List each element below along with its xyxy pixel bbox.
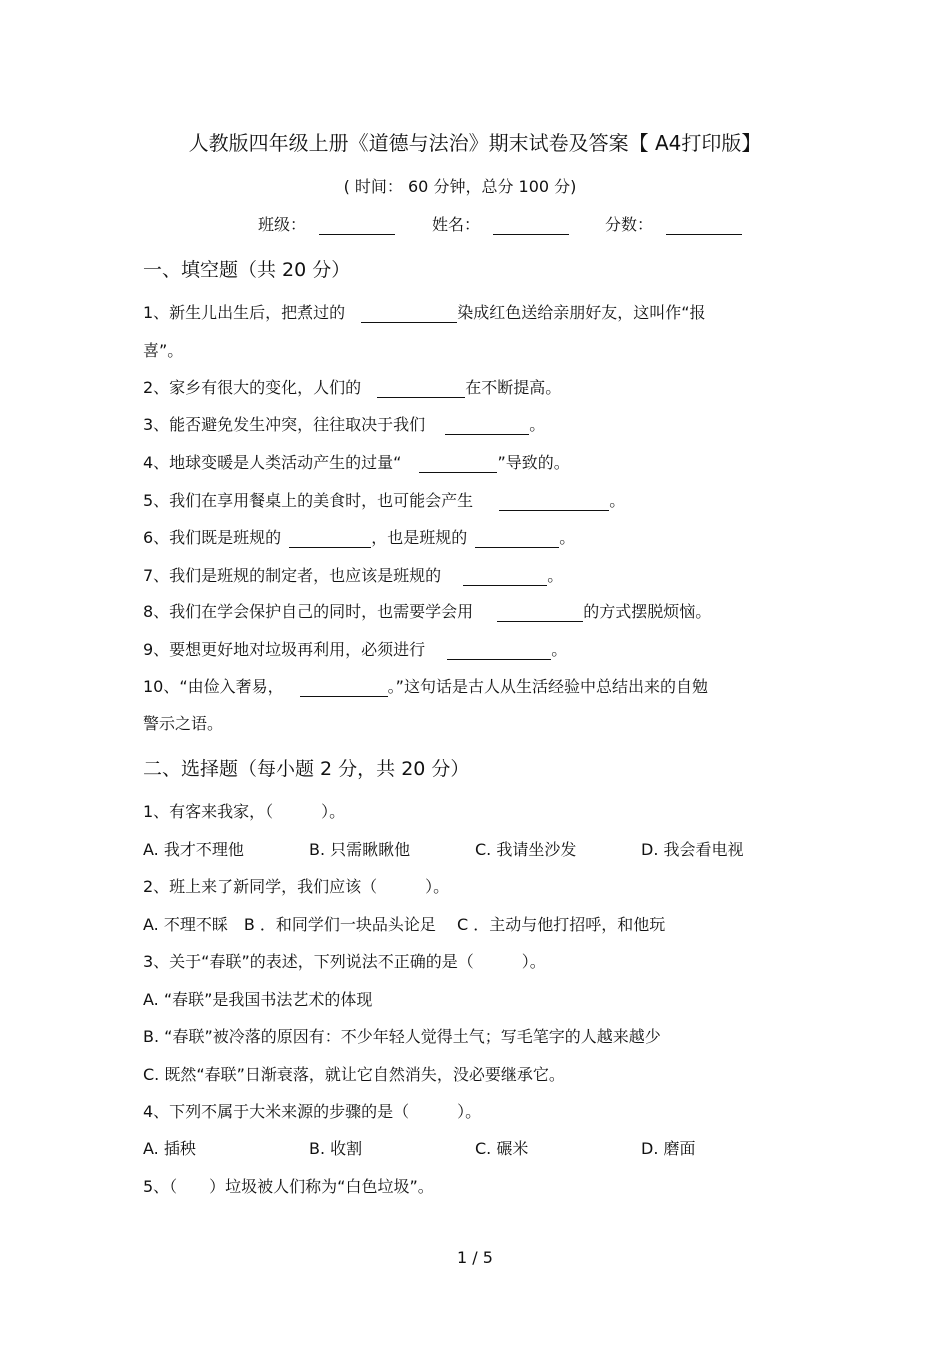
question-text: 7、我们是班规的制定者，也应该是班规的 [143, 566, 442, 585]
question-text: 。 [547, 566, 564, 585]
question-text: 在不断提高。 [465, 378, 562, 397]
option-d: D. 磨面 [641, 1139, 696, 1158]
score-field [605, 212, 742, 235]
question-text: 。 [551, 640, 568, 659]
answer-blank [463, 567, 547, 586]
fill-question-4 [143, 450, 570, 473]
question-text: 3、能否避免发生冲突，往往取决于我们 [143, 415, 426, 434]
answer-blank [377, 379, 465, 398]
answer-blank [419, 454, 497, 473]
fill-question-10-cont: 警示之语。 [143, 714, 224, 733]
choice-question-2: 2、班上来了新同学，我们应该（ ）。 [143, 877, 450, 896]
choice-question-3: 3、关于“春联”的表述，下列说法不正确的是（ ）。 [143, 952, 546, 971]
class-label: 班级： [258, 215, 307, 234]
question-text: 4、地球变暖是人类活动产生的过量“ [143, 453, 402, 472]
class-blank [319, 216, 395, 235]
question-text: 5、我们在享用餐桌上的美食时，也可能会产生 [143, 491, 474, 510]
option-c: C. 既然“春联”日渐衰落，就让它自然消失，没必要继承它。 [143, 1065, 565, 1084]
fill-question-9 [143, 637, 567, 660]
fill-question-1-cont: 喜”。 [143, 341, 184, 360]
name-blank [493, 216, 569, 235]
choice-question-1: 1、有客来我家，（ ）。 [143, 802, 346, 821]
option-b: B. 只需瞅瞅他 [309, 840, 411, 859]
fill-question-10 [143, 674, 708, 697]
score-blank [666, 216, 742, 235]
fill-question-3 [143, 412, 545, 435]
option-a: A. “春联”是我国书法艺术的体现 [143, 990, 373, 1009]
choice-question-4: 4、下列不属于大米来源的步骤的是（ ）。 [143, 1102, 482, 1121]
option-c: C. 碾米 [475, 1139, 529, 1158]
question-text: 。 [559, 528, 576, 547]
option-b: B. “春联”被冷落的原因有：不少年轻人觉得土气；写毛笔字的人越来越少 [143, 1027, 661, 1046]
question-text: ，也是班规的 [371, 528, 468, 547]
name-field [432, 212, 569, 235]
exam-time-info: ( 时间： 60 分钟，总分 100 分) [343, 177, 577, 196]
question-text: 。 [529, 415, 546, 434]
question-text: 8、我们在学会保护自己的同时，也需要学会用 [143, 602, 474, 621]
options-row: A. 不理不睬 B ．和同学们一块品头论足 C ．主动与他打招呼，和他玩 [143, 915, 666, 934]
option-b: B. 收割 [309, 1139, 363, 1158]
option-a: A. 我才不理他 [143, 840, 244, 859]
question-text: 6、我们既是班规的 [143, 528, 282, 547]
answer-blank [300, 678, 388, 697]
section-fill-in-title: 一、填空题（共 20 分） [143, 259, 351, 281]
page-title: 人教版四年级上册《道德与法治》期末试卷及答案【 A4打印版】 [188, 131, 762, 155]
fill-question-7 [143, 563, 563, 586]
option-a: A. 插秧 [143, 1139, 196, 1158]
question-text: 的方式摆脱烦恼。 [583, 602, 712, 621]
question-text: 1、新生儿出生后，把煮过的 [143, 303, 346, 322]
question-text: ”导致的。 [497, 453, 570, 472]
answer-blank [445, 416, 529, 435]
name-label: 姓名： [432, 215, 481, 234]
fill-question-2 [143, 375, 561, 398]
option-d: D. 我会看电视 [641, 840, 744, 859]
fill-question-5 [143, 488, 625, 511]
fill-question-8 [143, 599, 711, 622]
question-text: 。 [609, 491, 626, 510]
fill-question-1 [143, 300, 705, 323]
question-text: 10、“由俭入奢易， [143, 677, 284, 696]
section-choice-title: 二、选择题（每小题 2 分，共 20 分） [143, 758, 470, 780]
question-text: 。”这句话是古人从生活经验中总结出来的自勉 [387, 677, 708, 696]
choice-question-5: 5、（ ）垃圾被人们称为“白色垃圾”。 [143, 1177, 434, 1196]
answer-blank [475, 529, 559, 548]
question-text: 2、家乡有很大的变化，人们的 [143, 378, 362, 397]
question-text: 9、要想更好地对垃圾再利用，必须进行 [143, 640, 426, 659]
option-c: C. 我请坐沙发 [475, 840, 577, 859]
fill-question-6 [143, 525, 575, 548]
score-label: 分数： [605, 215, 654, 234]
answer-blank [497, 603, 583, 622]
answer-blank [499, 492, 609, 511]
class-field [258, 212, 395, 235]
answer-blank [361, 304, 457, 323]
page-number: 1 / 5 [457, 1248, 493, 1267]
answer-blank [289, 529, 371, 548]
question-text: 染成红色送给亲朋好友，这叫作“报 [457, 303, 706, 322]
answer-blank [447, 641, 551, 660]
